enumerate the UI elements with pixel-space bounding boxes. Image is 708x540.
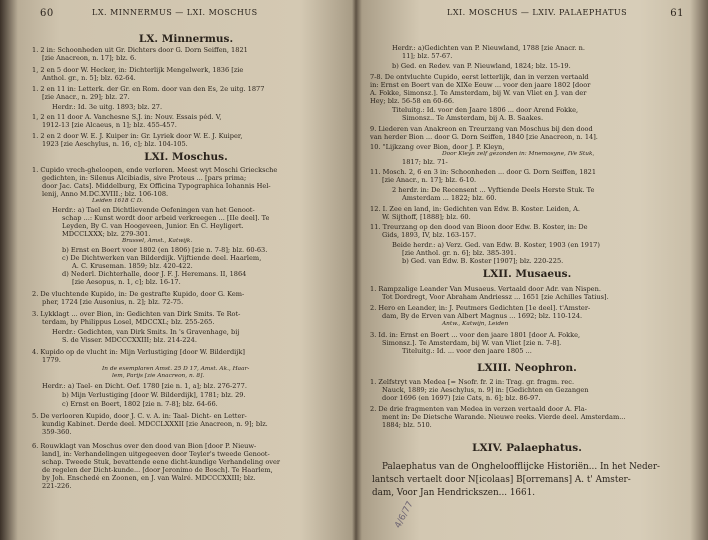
text-line: 3. Lykklagt ... over Bion, in: Gedichten van Dirk Smits. Te Rot- bbox=[32, 310, 241, 318]
text-line: Simonsz.. Te Amsterdam, bij A. B. Saakes. bbox=[402, 114, 544, 122]
text-line: Anthol. gr., n. 5]; blz. 62-64. bbox=[42, 74, 136, 82]
text-line: Hey; blz. 56-58 en 60-66. bbox=[370, 97, 455, 105]
text-line: c) De Dichtwerken van Bilderdijk. Vijftiende deel. Haarlem, bbox=[62, 254, 262, 262]
section-heading-moschus: LXI. Moschus. bbox=[144, 151, 228, 163]
text-line: b) Ged. van Edw. B. Koster [1907]; blz. 220-225. bbox=[402, 257, 564, 265]
text-line: 2. Hero en Leander, in: J. Peutmers Gedichten [1e deel]. t'Amster- bbox=[370, 304, 591, 312]
text-line: A. Fokke, Simonsz.]. Te Amsterdam, bij W. van Vliet en J. van der bbox=[370, 89, 587, 97]
text-line: [zie Anthol. gr. n. 6]; blz. 385-391. bbox=[402, 249, 517, 257]
text-line: 11. Mosch. 2, 6 en 3 in: Schoonheden ... door G. Dorn Seiffen, 1821 bbox=[370, 168, 597, 176]
text-line: 10. "Lijkzang over Bion, door J. P. Kleyn, bbox=[370, 143, 505, 151]
text-line: Herdr.: Gedichten, van Dirk Smits. In 's Gravenhage, bij bbox=[52, 328, 240, 336]
text-line: 1779. bbox=[42, 356, 61, 364]
text-line: lantsch vertaelt door N[icolaas] B[orremans] A. t' Amster- bbox=[372, 475, 631, 485]
text-line: 2. De drie fragmenten van Medea in verzen vertaald door A. Fla- bbox=[370, 405, 587, 413]
text-line: A. C. Kruseman. 1859; blz. 420-422. bbox=[72, 262, 193, 270]
text-line: 1. 2 in: Schoonheden uit Gr. Dichters door G. Dorn Seiffen, 1821 bbox=[32, 46, 248, 54]
text-line: kundig Kabinet. Derde deel. MDCCLXXXII [zie Anacreon, n. 9]; blz. bbox=[42, 420, 268, 428]
pencil-annotation: 4/6/77 bbox=[393, 499, 416, 531]
text-line: 1. Zelfstryt van Medea [= Nsofr. fr. 2 in: Trag. gr. fragm. rec. bbox=[370, 378, 575, 386]
text-line: schap ...: Kunst wordt door arbeid verkreegen ... [IIe deel]. Te bbox=[62, 214, 270, 222]
text-line: pher, 1724 [zie Ausonius, n. 2]; blz. 72-75. bbox=[42, 298, 184, 306]
text-line: [zie Anacr., n. 29]; blz. 27. bbox=[42, 93, 130, 101]
location-note: Brussel, Amst., Katwijk. bbox=[122, 238, 193, 244]
text-line: d) Nederl. Dichterhalle, door J. F. J. Heremans. II, 1864 bbox=[62, 270, 247, 278]
text-line: door Jac. Cats]. Middelburg, Ex Officina Typographica Iohannis Hel- bbox=[42, 182, 271, 190]
text-line: Tot Dordregt, Voor Abraham Andriessz ... 1651 [zie Achilles Tatius]. bbox=[382, 293, 609, 301]
text-line: 221-226. bbox=[42, 482, 72, 490]
text-line: 11]; blz. 57-67. bbox=[402, 52, 453, 60]
text-line: Herdr.: a) Tael- en Dicht. Oef. 1780 [zie n. 1, a]; blz. 276-277. bbox=[42, 382, 247, 390]
right-page bbox=[362, 0, 692, 540]
text-line: ment in: De Dietsche Warande. Nieuwe reeks. Vierde deel. Amsterdam... bbox=[382, 413, 626, 421]
text-line: 2. De vluchtende Kupido, in: De gestrafte Kupido, door G. Kem- bbox=[32, 290, 245, 298]
text-line: 1. 2 en 2 door W. E. J. Kuiper in: Gr. Lyriek door W. E. J. Kuiper, bbox=[32, 132, 243, 140]
text-line: 2 herdr. in: De Recensent ... Vyftiende Deels Herste Stuk. Te bbox=[392, 186, 595, 194]
text-line: land], in: Verhandelingen uitgegeeven door Teyler's tweede Genoot- bbox=[42, 450, 270, 458]
text-line: Herdr.: a)Gedichten van P. Nieuwland, 1788 [zie Anacr. n. bbox=[392, 44, 585, 52]
text-line: terdam, by Philippus Losel, MDCCXL; blz. 255-265. bbox=[42, 318, 215, 326]
text-line: schap. Tweede Stuk, bevattende eene dicht-kundige Verhandeling over bbox=[42, 458, 281, 466]
text-line: dam, By de Erven van Albert Magnus ... 1692; blz. 110-124. bbox=[382, 312, 583, 320]
text-line: 7-8. De ontvluchte Cupido, eerst letterlijk, dan in verzen vertaald bbox=[370, 73, 589, 81]
text-line: Gids, 1893, IV, blz. 163-157. bbox=[382, 231, 477, 239]
text-line: 1923 [zie Aeschylus, n. 16, c]; blz. 104-105. bbox=[42, 140, 188, 148]
text-line: 359-360. bbox=[42, 428, 72, 436]
text-line: b) Ged. en Redev. van P. Nieuwland, 1824; blz. 15-19. bbox=[392, 62, 571, 70]
text-line: 11. Treurzang op den dood van Bioon door Edw. B. Koster, in: De bbox=[370, 223, 588, 231]
text-line: 1912-13 [zie Alcaeus, n 1]; blz. 455-457. bbox=[42, 121, 177, 129]
location-note: lem, Parijs [zie Anacreon, n. 8]. bbox=[112, 373, 205, 379]
right-running-title: LXI. MOSCHUS — LXIV. PALAEPHATUS bbox=[447, 8, 628, 17]
text-line: 1. Cupido vrech-gheloopen, ende verloren. Meest wyt Moschi Griecksche bbox=[32, 166, 278, 174]
text-line: 1817; blz. 71- bbox=[402, 158, 448, 166]
left-page bbox=[22, 0, 350, 540]
text-line: MDCCLXXX; blz. 279-301. bbox=[62, 230, 151, 238]
location-note: Antw., Katwijn, Leiden bbox=[442, 321, 509, 327]
text-line: b) Ernst en Boert voor 1802 (en 1806) [zie n. 7-8]; blz. 60-63. bbox=[62, 246, 268, 254]
text-line: b) Mijn Verlustiging [door W. Bilderdijk], 1781; blz. 29. bbox=[62, 391, 246, 399]
right-page-number: 61 bbox=[670, 8, 684, 19]
text-line: [zie Anacreon, n. 17]; blz. 6. bbox=[42, 54, 137, 62]
text-line: Titeluitg.: Id. ... voor den jaare 1805 ... bbox=[402, 347, 532, 355]
text-line: 1, 2 en 11 door A. Vanchesne S.J. in: Nouv. Essais péd. V, bbox=[32, 113, 222, 121]
text-line: 1884; blz. 510. bbox=[382, 421, 432, 429]
text-line: Palaephatus van de Ongheloofflijcke Historiën... In het Neder- bbox=[382, 462, 661, 472]
text-line: [zie Aesopus, n. 1, c]; blz. 16-17. bbox=[72, 278, 181, 286]
text-line: lenij, Anno M.DC.XVIII.; blz. 106-108. bbox=[42, 190, 169, 198]
text-line: Beide herdr.: a) Verz. Ged. van Edw. B. Koster, 1903 (en 1917) bbox=[392, 241, 600, 249]
text-line: 1. 2 en 11 in: Letterk. der Gr. en Rom. door van den Es, 2e uitg. 1877 bbox=[32, 85, 265, 93]
text-line: W. Sijthoff, [1888]; blz. 60. bbox=[382, 213, 471, 221]
section-heading-minnermus: LX. Minnermus. bbox=[138, 33, 234, 45]
text-line: 5. De verlooren Kupido, door J. C. v. A. in: Taal- Dicht- en Letter- bbox=[32, 412, 247, 420]
section-heading-neophron: LXIII. Neophron. bbox=[477, 362, 577, 374]
location-note: Leiden 1618 C D. bbox=[92, 198, 144, 204]
text-line: 1. Rampzalige Leander Van Musaeus. Vertaald door Adr. van Nispen. bbox=[370, 285, 601, 293]
text-line: 4. Kupido op de vlucht in: Mijn Verlustiging [door W. Bilderdijk] bbox=[32, 348, 245, 356]
text-line: Herdr.: a) Tael en Dichtlievende Oefeningen van het Genoot- bbox=[52, 206, 255, 214]
location-note: Door Kleyn zelf gezonden in: Mnemosyne, IVe Stuk, bbox=[442, 151, 595, 157]
text-line: de regelen der Dicht-kunde... [door Jeronimo de Bosch]. Te Haarlem, bbox=[42, 466, 273, 474]
text-line: Titeluitg.: Id. voor den Jaare 1806 ... door Arend Fokke, bbox=[392, 106, 579, 114]
text-line: 1, 2 en 5 door W. Hecker, in: Dichterlijk Mengelwerk, 1836 [zie bbox=[32, 66, 244, 74]
text-line: gedichten, in: Silenus Alcibiadis, sive Proteus ... [pars prima; bbox=[42, 174, 247, 182]
text-line: in: Ernst en Boert van de XIXe Eeuw ... voor den jaare 1802 [door bbox=[370, 81, 591, 89]
text-line: 12. I. Zee en land, in: Gedichten van Edw. B. Koster. Leiden, A. bbox=[370, 205, 581, 213]
text-line: Simonsz.]. Te Amsterdam, bij W. van Vliet [zie n. 7-8]. bbox=[382, 339, 562, 347]
text-line: dam, Voor Jan Hendrickszen... 1661. bbox=[372, 488, 536, 498]
section-heading-palaephatus: LXIV. Palaephatus. bbox=[472, 442, 582, 454]
text-line: Nauck, 1889; zie Aeschylus, n. 9] in: [Gedichten en Gezangen bbox=[382, 386, 589, 394]
text-line: c) Ernst en Boert, 1802 [zie n. 7-8]; blz. 64-66. bbox=[62, 400, 218, 408]
text-line: Leyden, By C. van Hoogeveen, Junior. En C. Heyligert. bbox=[62, 222, 244, 230]
text-line: 6. Rouwklagt van Moschus over den dood van Bion [door P. Nieuw- bbox=[32, 442, 257, 450]
text-line: [zie Anacr., n. 17]; blz. 6-10. bbox=[382, 176, 477, 184]
section-heading-musaeus: LXII. Musaeus. bbox=[482, 268, 572, 280]
left-running-title: LX. MINNERMUS — LXI. MOSCHUS bbox=[92, 8, 258, 17]
text-line: 3. Id. in: Ernst en Boert ... voor den jaare 1801 [door A. Fokke, bbox=[370, 331, 581, 339]
location-note: In de exemplaren Amst. 25 D 17, Amst. Ak., Haar- bbox=[102, 366, 250, 372]
text-line: door 1696 (en 1697) [zie Cats, n. 6]; blz. 86-97. bbox=[382, 394, 541, 402]
text-line: Herdr.: Id. 3e uitg. 1893; blz. 27. bbox=[52, 103, 163, 111]
left-page-number: 60 bbox=[40, 8, 54, 19]
text-line: van herder Bion ... door G. Dorn Seiffen, 1840 [zie Anacreon, n. 14]. bbox=[370, 133, 598, 141]
text-line: S. de Visser. MDCCCXXIII; blz. 214-224. bbox=[62, 336, 197, 344]
text-line: Amsterdam ... 1822; blz. 60. bbox=[402, 194, 497, 202]
text-line: 9. Liederen van Anakreon en Treurzang van Moschus bij den dood bbox=[370, 125, 593, 133]
text-line: by Joh. Enschedé en Zoonen, en J. van Walré. MDCCCXXIII; blz. bbox=[42, 474, 256, 482]
